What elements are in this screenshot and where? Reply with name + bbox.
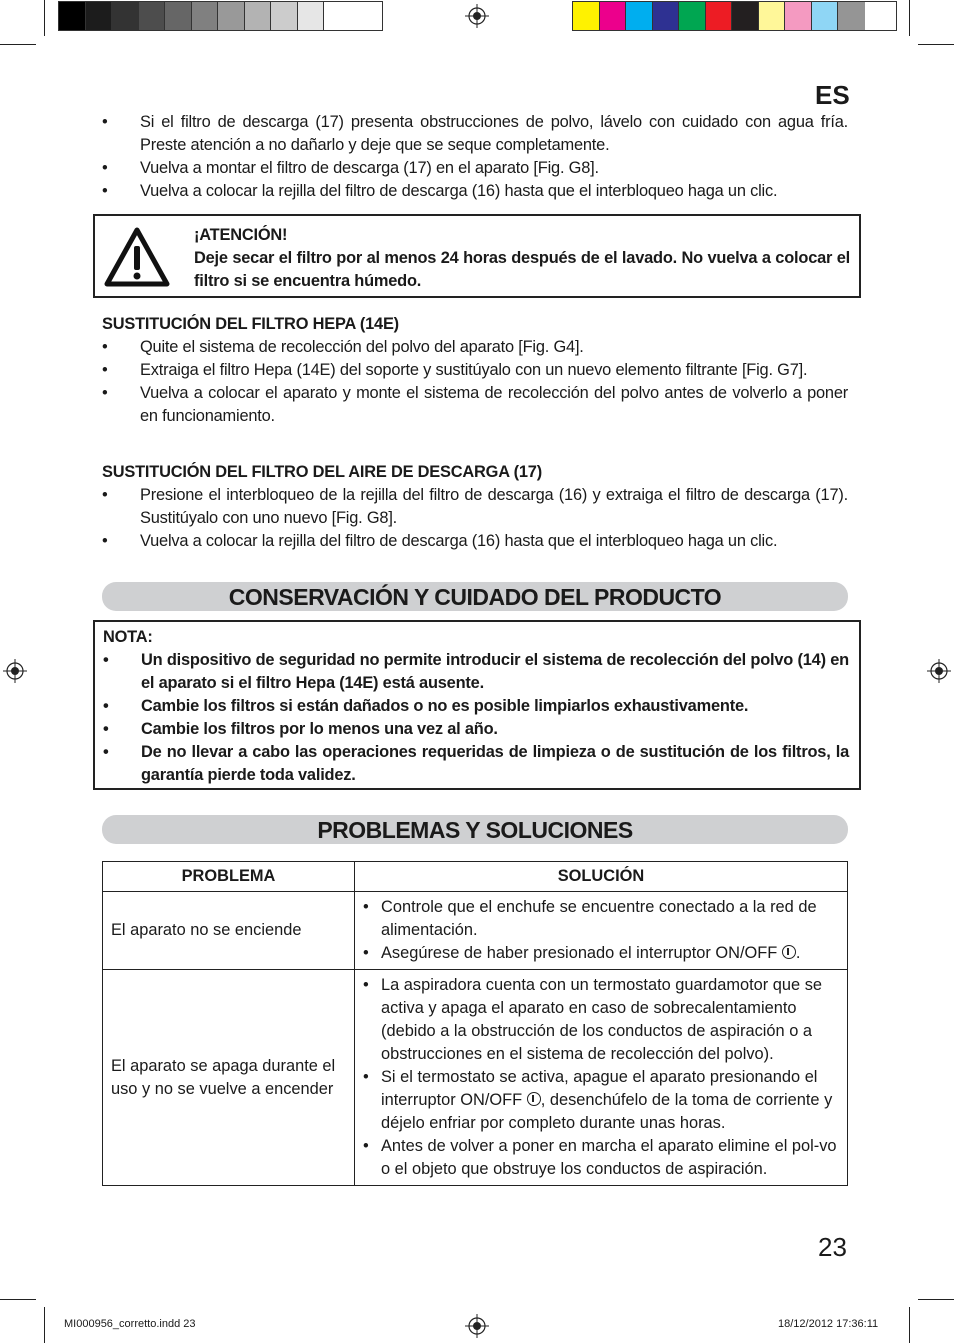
list-item-text: Un dispositivo de seguridad no permite introducir el sistema de recolección del polvo (14) en el aparato si el filtro Hepa (14E) está ausente.: [141, 651, 849, 692]
solution-cell: [355, 892, 848, 970]
bullet: •: [363, 1137, 369, 1155]
exhaust-heading: SUSTITUCIÓN DEL FILTRO DEL AIRE DE DESCARGA (17): [102, 463, 542, 481]
bullet: •: [102, 532, 108, 550]
color-swatch: [706, 2, 733, 30]
crop-mark: [0, 1299, 36, 1300]
bullet: •: [102, 384, 108, 402]
list-item: [102, 180, 848, 203]
registration-mark-icon: [3, 659, 27, 683]
color-swatch: [59, 2, 86, 30]
crop-mark: [909, 1307, 910, 1343]
color-swatch: [271, 2, 298, 30]
list-item-text: Vuelva a colocar el aparato y monte el sistema de recolección del polvo antes de volverlo a poner en funcionamiento.: [140, 384, 848, 425]
bullet: •: [103, 651, 109, 669]
list-item: [102, 336, 848, 359]
crop-mark: [0, 44, 36, 45]
color-swatch: [812, 2, 839, 30]
table-header-row: [103, 862, 848, 892]
list-item-text: Quite el sistema de recolección del polvo del aparato [Fig. G4].: [140, 338, 584, 356]
footer-timestamp: 18/12/2012 17:36:11: [778, 1318, 879, 1330]
bullet: •: [102, 113, 108, 131]
list-item: [102, 484, 848, 530]
color-swatch: [112, 2, 139, 30]
list-item-text: De no llevar a cabo las operaciones requeridas de limpieza o de sustitución de los filtros, la garantía pierde toda validez.: [141, 743, 849, 784]
bullet: •: [103, 720, 109, 738]
list-item-text: Vuelva a colocar la rejilla del filtro de descarga (16) hasta que el interbloqueo haga un clic.: [140, 532, 778, 550]
problem-cell: El aparato se apaga durante el uso y no se vuelve a encender: [103, 970, 355, 1186]
color-swatch: [245, 2, 272, 30]
page-number: 23: [818, 1232, 847, 1262]
problem-cell: El aparato no se enciende: [103, 892, 355, 970]
list-item-text: Si el termostato se activa, apague el aparato presionando el interruptor ON/OFF: [381, 1068, 818, 1109]
crop-mark: [909, 0, 910, 36]
color-swatch: [759, 2, 786, 30]
column-header-problem: PROBLEMA: [103, 862, 355, 892]
list-item: [102, 530, 848, 553]
troubleshooting-table: [102, 861, 848, 1186]
warning-text-block: [194, 224, 850, 293]
hepa-list: [102, 336, 848, 428]
bullet: •: [103, 697, 109, 715]
solution-list: [363, 974, 839, 1181]
bullet: •: [363, 1068, 369, 1086]
list-item-text: Asegúrese de haber presionado el interruptor ON/OFF: [381, 944, 778, 962]
warning-title: ¡ATENCIÓN!: [194, 226, 288, 244]
list-item-text: Vuelva a colocar la rejilla del filtro de descarga (16) hasta que el interbloqueo haga un clic.: [140, 182, 778, 200]
list-item: [102, 359, 848, 382]
list-item-text: Antes de volver a poner en marcha el aparato elimine el pol-vo o el objeto que obstruye los conductos de aspiración.: [381, 1137, 837, 1178]
color-swatch: [785, 2, 812, 30]
list-item: [103, 649, 849, 695]
column-header-solution: SOLUCIÓN: [355, 862, 848, 892]
color-swatch: [679, 2, 706, 30]
bullet: •: [363, 898, 369, 916]
list-item-text-end: , desenchúfelo de la toma de corriente y déjelo enfriar por completo durante unas horas.: [381, 1091, 833, 1132]
list-item: [102, 157, 848, 180]
color-swatch: [573, 2, 600, 30]
list-item-text: Controle que el enchufe se encuentre conectado a la red de alimentación.: [381, 898, 817, 939]
color-swatch: [838, 2, 865, 30]
footer-file-name: MI000956_corretto.indd 23: [64, 1318, 196, 1330]
note-content: [103, 626, 849, 787]
color-swatch: [86, 2, 113, 30]
bullet: •: [103, 743, 109, 761]
warning-box: [93, 214, 861, 298]
hepa-heading: SUSTITUCIÓN DEL FILTRO HEPA (14E): [102, 315, 399, 333]
list-item-text: Extraiga el filtro Hepa (14E) del soporte y sustitúyalo con un nuevo elemento filtrante [Fig. G7].: [140, 361, 808, 379]
color-swatch: [139, 2, 166, 30]
registration-mark-icon: [465, 4, 489, 28]
list-item-text: Presione el interbloqueo de la rejilla del filtro de descarga (16) y extraiga el filtro de descarga (17). Sustitúyalo con uno nuevo [Fig. G8].: [140, 486, 848, 527]
list-item-text: Cambie los filtros si están dañados o no es posible limpiarlos exhaustivamente.: [141, 697, 749, 715]
list-item: [363, 942, 839, 965]
intro-list: [102, 111, 848, 203]
list-item: [363, 1066, 839, 1135]
bullet: •: [102, 338, 108, 356]
color-swatch: [626, 2, 653, 30]
power-symbol-icon: [782, 945, 796, 959]
list-item-text-end: .: [795, 944, 801, 962]
list-item-text: Cambie los filtros por lo menos una vez al año.: [141, 720, 498, 738]
color-swatch: [324, 2, 351, 30]
list-item-text: Si el filtro de descarga (17) presenta obstrucciones de polvo, lávelo con cuidado con agua fría. Preste atención a no dañarlo y deje que se seque completamente.: [140, 113, 848, 154]
bullet: •: [102, 159, 108, 177]
bullet: •: [363, 944, 369, 962]
bullet: •: [102, 361, 108, 379]
color-swatch: [298, 2, 325, 30]
grayscale-color-bar: [58, 1, 383, 31]
solution-cell: [355, 970, 848, 1186]
power-symbol-icon: [527, 1092, 541, 1106]
note-box: [93, 620, 861, 790]
color-swatch: [653, 2, 680, 30]
process-color-bar: [572, 1, 897, 31]
color-swatch: [600, 2, 627, 30]
list-item: [103, 741, 849, 787]
crop-mark: [44, 0, 45, 36]
list-item: [103, 718, 849, 741]
list-item: [363, 1135, 839, 1181]
list-item-text: La aspiradora cuenta con un termostato guardamotor que se activa y apaga el aparato en caso de sobrecalentamiento (debido a la obstrucción de los conductos de aspiración o a obstrucciones en el sistema de recolección del polvo).: [381, 976, 823, 1063]
color-swatch: [218, 2, 245, 30]
warning-message: Deje secar el filtro por al menos 24 horas después de el lavado. No vuelva a colocar el filtro si se encuentra húmedo.: [194, 249, 850, 290]
table-row: [103, 970, 848, 1186]
list-item-text: Vuelva a montar el filtro de descarga (17) en el aparato [Fig. G8].: [140, 159, 599, 177]
crop-mark: [918, 1299, 954, 1300]
color-swatch: [192, 2, 219, 30]
exhaust-list: [102, 484, 848, 553]
solution-list: [363, 896, 839, 965]
list-item: [363, 974, 839, 1066]
crop-mark: [44, 1307, 45, 1343]
language-code: ES: [815, 80, 850, 110]
crop-mark: [918, 44, 954, 45]
registration-mark-icon: [465, 1314, 489, 1338]
bullet: •: [363, 976, 369, 994]
table-row: [103, 892, 848, 970]
list-item: [102, 111, 848, 157]
list-item: [363, 896, 839, 942]
bullet: •: [102, 182, 108, 200]
section-banner-conservation: CONSERVACIÓN Y CUIDADO DEL PRODUCTO: [102, 582, 848, 611]
section-banner-troubleshooting: PROBLEMAS Y SOLUCIONES: [102, 815, 848, 844]
warning-triangle-icon: [103, 226, 171, 288]
list-item: [103, 695, 849, 718]
list-item: [102, 382, 848, 428]
registration-mark-icon: [927, 659, 951, 683]
color-swatch: [165, 2, 192, 30]
color-swatch: [732, 2, 759, 30]
bullet: •: [102, 486, 108, 504]
note-list: [103, 649, 849, 787]
note-title: NOTA:: [103, 628, 153, 646]
